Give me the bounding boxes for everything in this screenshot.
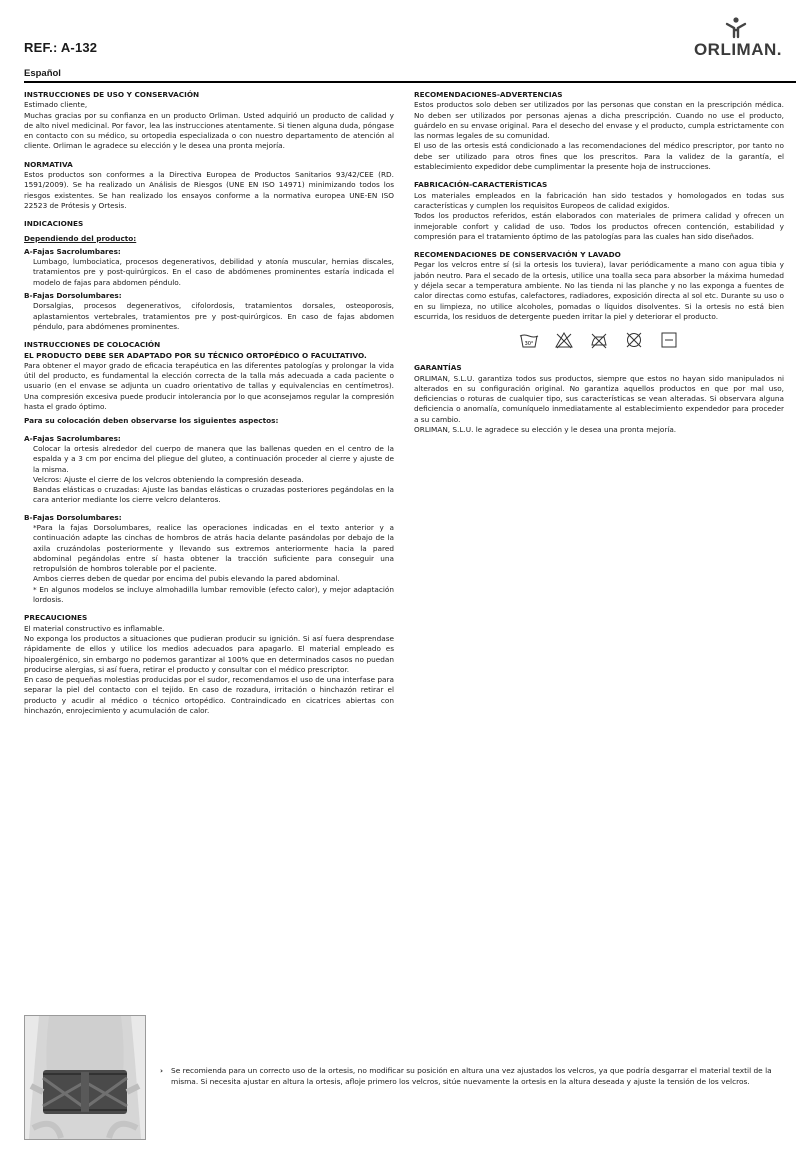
- section-heading: FABRICACIÓN-CARACTERÍSTICAS: [414, 180, 548, 190]
- subheading: Dependiendo del producto:: [24, 233, 137, 243]
- no-dry-clean-icon: [624, 331, 644, 349]
- paragraph: * En algunos modelos se incluye almohadilla lumbar removible (efecto calor), y mejor adaptación lordosis.: [33, 584, 394, 605]
- paragraph: Para obtener el mayor grado de eficacia terapéutica en las diferentes patologías y prolongar la vida útil del producto, es fundamental la elección correcta de la talla más adecuada a cada paciente o usuario (en el envase se adjunta un cuadro orientativo de tallas y equivalencias en centímetros). Una compresión excesiva puede producir intolerancia por lo que aconsejamos regular la compresión hasta el grado óptimo.: [24, 360, 394, 412]
- paragraph: ORLIMAN, S.L.U. garantiza todos sus productos, siempre que estos no hayan sido manipulados ni alterados en su configuración original. No garantiza aquellos productos en que por mal uso, deficiencias o roturas de cualquier tipo, sus características se vean alteradas. Si observara alguna deficiencia o anomalía, comuníquelo inmediatamente al establecimiento expendedor para proceder a su cambio.: [414, 373, 784, 424]
- no-iron-icon: [589, 331, 609, 349]
- section-heading: GARANTÍAS: [414, 363, 462, 373]
- paragraph: Todos los productos referidos, están elaborados con materiales de primera calidad y ofrecen un inmejorable confort y calidad de uso. Todos los productos ofrecen contención, estabilidad y compresión para el tratamiento óptimo de las patologías para las cuales han sido diseñados.: [414, 211, 784, 241]
- section-heading: INSTRUCCIONES DE COLOCACIÓN: [24, 340, 161, 350]
- right-column: [414, 90, 784, 435]
- paragraph: Ambos cierres deben de quedar por encima del pubis elevando la pared abdominal.: [33, 574, 340, 584]
- paragraph: Los materiales empleados en la fabricación han sido testados y homologados en todas sus características y cumplen los requisitos Europeos de calidad exigidos.: [414, 190, 784, 210]
- subheading: B-Fajas Dorsolumbares:: [24, 291, 122, 301]
- subheading: A-Fajas Sacrolumbares:: [24, 246, 121, 256]
- figure-logo-icon: [724, 16, 748, 40]
- section-heading: INSTRUCCIONES DE USO Y CONSERVACIÓN: [24, 90, 200, 99]
- brand-name: ORLIMAN.: [693, 40, 782, 59]
- usage-note: [160, 1066, 790, 1087]
- subheading: A-Fajas Sacrolumbares:: [24, 433, 121, 443]
- paragraph: No exponga los productos a situaciones que pudieran producir su ignición. Si así fuera desprendase rápidamente de ellos y utilice los medios adecuados para apagarlo. El material empleado es hipoalergénico, sin embargo no podemos garantizar al 100% que en determinados casos no puedan producirse alergias, si así fuera, retirar el producto y consultar con el médico prescriptor.: [24, 633, 394, 674]
- subheading: B-Fajas Dorsolumbares:: [24, 512, 122, 522]
- left-column: [24, 90, 394, 716]
- section-heading: RECOMENDACIONES-ADVERTENCIAS: [414, 90, 563, 99]
- subheading: Para su colocación deben observarse los siguientes aspectos:: [24, 416, 279, 426]
- orliman-logo: [662, 16, 782, 60]
- paragraph: *Para la fajas Dorsolumbares, realice las operaciones indicadas en el texto anterior y a continuación adapte las cinchas de hombros de atrás hacia delante pasándolas por debajo de la axila cruzándolas posteriormente y llevando sus extremos anteriormente hacia la pared abdominal pegándolas entre sí hasta obtener la tracción suficiente para conseguir una retropulsión de hombros tolerable por el paciente.: [33, 522, 394, 574]
- flat-dry-icon: [659, 331, 679, 349]
- hand-wash-icon: [519, 331, 539, 349]
- header-divider: [24, 81, 796, 83]
- section-heading: RECOMENDACIONES DE CONSERVACIÓN Y LAVADO: [414, 250, 621, 260]
- paragraph: Dorsalgias, procesos degenerativos, cifolordosis, tratamientos dorsales, osteoporosis, aplastamientos vertebrales, tratamientos pre y post-quirúrgicos. En caso de fajas abdomen péndulo, para abdómenes prominentes.: [33, 301, 394, 331]
- paragraph: El material constructivo es inflamable.: [24, 623, 165, 633]
- no-bleach-icon: [554, 331, 574, 349]
- wash-temperature: 30°: [524, 341, 534, 348]
- paragraph: Colocar la ortesis alrededor del cuerpo de manera que las ballenas queden en el centro de la espalda y a 3 cm por encima del pliegue del gluteo, a continuación proceder al cierre y ajuste de la misma.: [33, 443, 394, 474]
- torso-brace-image: [25, 1016, 145, 1139]
- paragraph: En caso de pequeñas molestias producidas por el sudor, recomendamos el uso de una interfase para separar la piel del contacto con el tejido. En caso de rozadura, irritación o hinchazón retirar el producto y acudir al médico o técnico ortopédico. Contraindicado en cicatrices abiertas con hinchazón, enrojecimiento y acumulación de calor.: [24, 675, 394, 716]
- reference-number: REF.: A-132: [24, 40, 98, 55]
- orthosis-illustration: [24, 1015, 146, 1140]
- usage-note-text: Se recomienda para un correcto uso de la ortesis, no modificar su posición en altura una vez ajustados los velcros, ya que podría desgarrar el material textil de la misma. Si necesita ajustar en altura la ortesis, afloje primero los velcros, sitúe nuevamente la ortesis en la altura deseada y ajuste la tensión de los velcros.: [171, 1066, 772, 1086]
- paragraph: Pegar los velcros entre sí (si la ortesis los tuviera), lavar periódicamente a mano con agua tibia y jabón neutro. Para el secado de la ortesis, utilice una toalla seca para absorber la máxima humedad y déjela secar a temperatura ambiente. No las tienda ni las planche y no las exponga a fuentes de calor directas como estufas, calefactores, radiadores, exposición directa al sol etc. Durante su uso o en su limpieza, no utilice alcoholes, pomadas o líquidos disolventes. Si la ortesis no está bien escurrida, los residuos de detergente pueden irritar la piel y deteriorar el producto.: [414, 260, 784, 321]
- paragraph: ORLIMAN, S.L.U. le agradece su elección y le desea una pronta mejoría.: [414, 425, 677, 435]
- section-heading: PRECAUCIONES: [24, 613, 88, 623]
- bullet-marker: ›: [160, 1066, 164, 1075]
- paragraph: Bandas elásticas o cruzadas: Ajuste las bandas elásticas o cruzadas posteriores pegándolas en la cara anterior mediante los cierre velcro delanteros.: [33, 485, 394, 505]
- greeting: Estimado cliente,: [24, 100, 88, 110]
- paragraph: Estos productos solo deben ser utilizados por las personas que constan en la prescripción médica. No deben ser utilizados por personas ajenas a dicha prescripción. Cuando no use el producto, guárdelo en su envase original. Para el desecho del envase y el producto, cumpla estrictamente con las normas legales de su comunidad.: [414, 100, 784, 141]
- normativa-text: Estos productos son conformes a la Directiva Europea de Productos Sanitarios 93/42/CEE (RD. 1591/2009). Se ha realizado un Análisis de Riesgos (UNE EN ISO 14971) minimizando todos los riesgos existentes. Se han realizado los ensayos conforme a la normativa europea UNE-EN ISO 22523 de Prótesis y Ortesis.: [24, 170, 394, 210]
- intro-text: Muchas gracias por su confianza en un producto Orliman. Usted adquirió un producto de calidad y de alto nivel medicinal. Por favor, lea las instrucciones atentamente. Si tienen alguna duda, póngase en contacto con su médico, su ortopedia especializada o con nuestro departamento de atención al cliente. Orliman le agradece su elección y le desea una pronta mejoría.: [24, 110, 394, 151]
- section-heading: NORMATIVA: [24, 159, 73, 169]
- section-heading: INDICACIONES: [24, 219, 84, 229]
- paragraph: El uso de las ortesis está condicionado a las recomendaciones del médico prescriptor, por tanto no debe ser utilizado para otros fines que los prescritos. Para la validez de la garantía, el establecimiento expedidor debe cumplimentar la presente hoja de instrucciones.: [414, 141, 784, 172]
- paragraph: Velcros: Ajuste el cierre de los velcros obteniendo la compresión deseada.: [33, 474, 304, 484]
- warning-line: EL PRODUCTO DEBE SER ADAPTADO POR SU TÉCNICO ORTOPÉDICO O FACULTATIVO.: [24, 350, 367, 360]
- paragraph: Lumbago, lumbociatica, procesos degenerativos, debilidad y atonía muscular, hernias discales, tratamientos pre y post-quirúrgicos. En el caso de abdómenes prominentes estaría indicada el modelo de fajas para abdomen péndulo.: [33, 257, 394, 287]
- language-label: Español: [24, 68, 61, 79]
- care-symbols: [414, 331, 784, 349]
